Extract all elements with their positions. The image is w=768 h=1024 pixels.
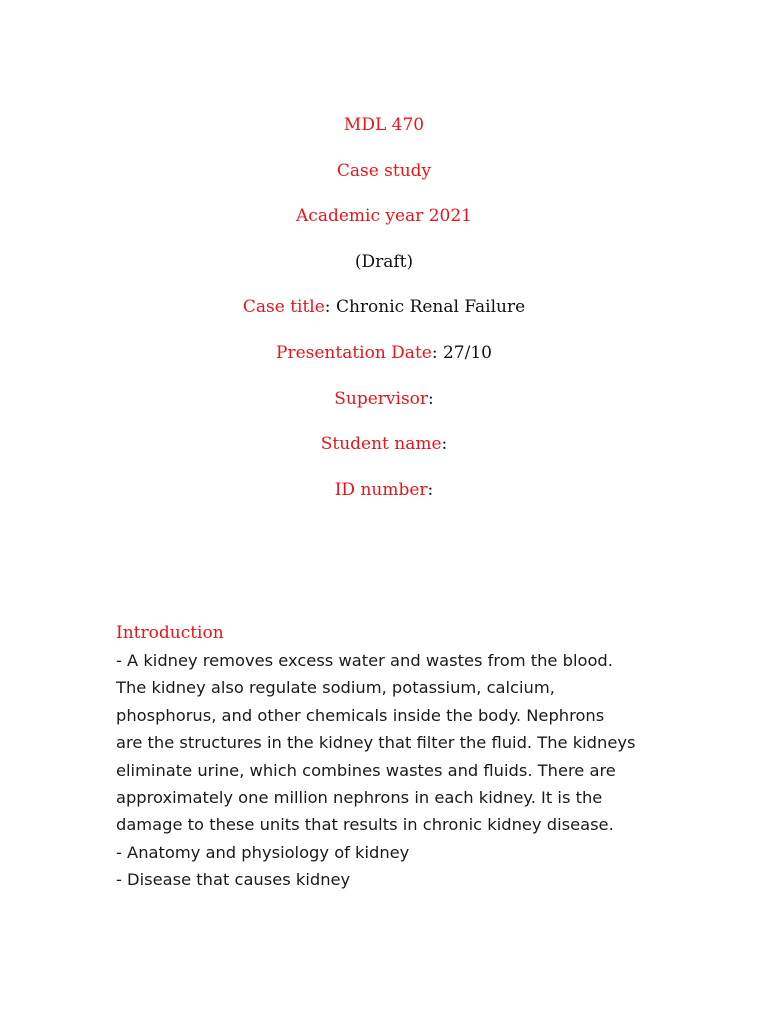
cover-block bbox=[0, 112, 768, 522]
intro-line: approximately one million nephrons in each kidney. It is the bbox=[116, 787, 603, 807]
introduction-body bbox=[116, 647, 656, 894]
intro-bullet: - Anatomy and physiology of kidney bbox=[116, 842, 410, 862]
student-name-label: Student name bbox=[320, 434, 442, 455]
intro-line: - A kidney removes excess water and wastes from the blood. bbox=[116, 651, 613, 670]
intro-bullet: - Disease that causes kidney bbox=[116, 870, 351, 890]
course-code: MDL 470 bbox=[343, 115, 425, 135]
intro-line: phosphorus, and other chemicals inside the body. Nephrons bbox=[116, 705, 605, 725]
presentation-date-label: Presentation Date bbox=[276, 342, 432, 363]
student-name-row bbox=[0, 431, 768, 477]
intro-line: eliminate urine, which combines wastes and fluids. There are bbox=[116, 760, 616, 780]
supervisor-row bbox=[0, 386, 768, 432]
presentation-date-separator: : bbox=[431, 342, 443, 363]
document-type: Case study bbox=[336, 160, 432, 181]
introduction-heading: Introduction bbox=[116, 623, 224, 643]
id-number-row bbox=[0, 477, 768, 523]
intro-line: damage to these units that results in chronic kidney disease. bbox=[116, 815, 614, 835]
presentation-date-row bbox=[0, 340, 768, 386]
id-number-label: ID number bbox=[334, 479, 428, 500]
case-title-separator: : bbox=[324, 297, 336, 318]
case-title-value: Chronic Renal Failure bbox=[335, 297, 526, 318]
student-name-separator: : bbox=[441, 434, 448, 455]
intro-line: The kidney also regulate sodium, potassium, calcium, bbox=[116, 678, 555, 698]
case-title-row bbox=[0, 294, 768, 340]
academic-year: Academic year 2021 bbox=[296, 206, 472, 227]
presentation-date-value: 27/10 bbox=[442, 342, 492, 363]
id-number-separator: : bbox=[427, 479, 434, 500]
supervisor-separator: : bbox=[428, 388, 434, 409]
draft-status: (Draft) bbox=[354, 251, 414, 272]
case-title-label: Case title bbox=[242, 297, 325, 318]
supervisor-label: Supervisor bbox=[334, 388, 429, 409]
intro-line: are the structures in the kidney that filter the fluid. The kidneys bbox=[116, 733, 636, 753]
